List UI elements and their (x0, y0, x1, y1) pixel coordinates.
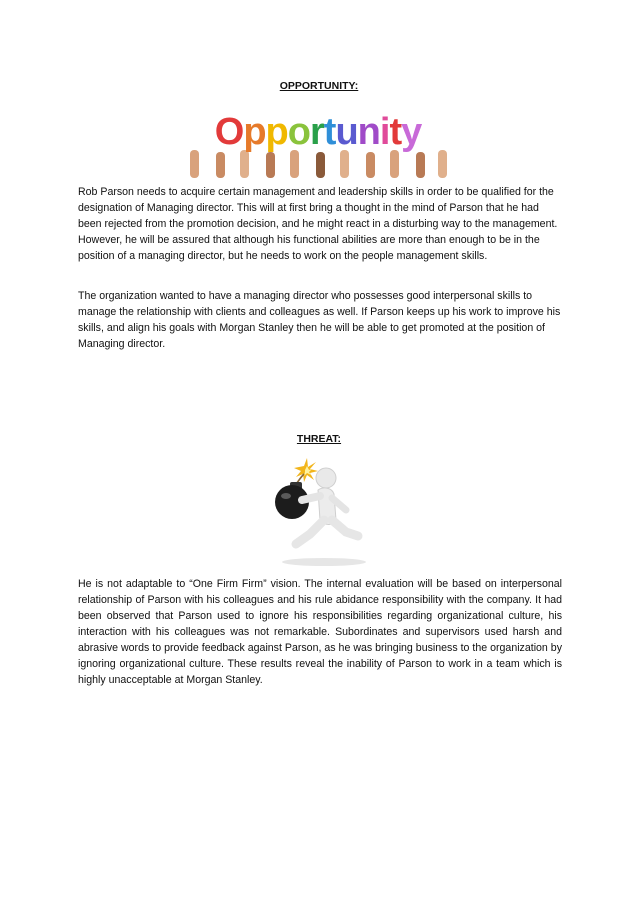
threat-heading: THREAT: (296, 433, 342, 445)
shadow (282, 558, 366, 566)
opportunity-letter: r (309, 111, 324, 153)
opportunity-letter: t (323, 111, 336, 153)
opportunity-paragraph-2: The organization wanted to have a managing director who possesses good interpersonal skills to manage the relationship with clients and colleagues as well. If Parson keeps up his work to improve his skills, and align his goals with Morgan Stanley then he will be able to get promoted at the position of Managing director. (78, 290, 561, 350)
opportunity-letter: t (389, 111, 402, 153)
opportunity-letter: y (401, 111, 422, 153)
opportunity-paragraph-1: Rob Parson needs to acquire certain management and leadership skills in order to be qualified for the designation of Managing director. This will at first bring a thought in the mind of Parson that he had been rejected from the promotion decision, and he might react in a disturbing way to the management. However, he will be assured that although his functional abilities are more than enough to be in the position of a managing director, but he needs to work on the people management skills. (78, 186, 558, 262)
opportunity-letter: p (243, 111, 266, 153)
bomb-runner-illustration (266, 458, 376, 568)
opportunity-letter: p (265, 111, 288, 153)
opportunity-letter: O (214, 111, 244, 153)
opportunity-heading: OPPORTUNITY: (279, 80, 359, 92)
opportunity-letter: n (357, 111, 380, 153)
opportunity-letter: o (287, 111, 310, 153)
threat-paragraph-1: He is not adaptable to “One Firm Firm” vision. The internal evaluation will be based on interpersonal relationship of Parson with his colleagues and his rule abidance responsibility with the company. It had been observed that Parson used to ignore his responsibilities regarding organizational culture, his interaction with his colleagues was not remarkable. Subordinates and supervisors used harsh and abrasive words to provide feedback against Parson, as he was bringing business to the organization by ignoring organizational culture. These results reveal the inability of Parson to work in a team which is highly unacceptable at Morgan Stanley. (78, 578, 562, 686)
opportunity-word (215, 111, 422, 153)
opportunity-letter: u (335, 111, 358, 153)
opportunity-word-illustration (178, 110, 458, 178)
spark-icon (294, 458, 318, 482)
raised-hands (190, 150, 447, 178)
opportunity-letter: i (379, 111, 390, 153)
